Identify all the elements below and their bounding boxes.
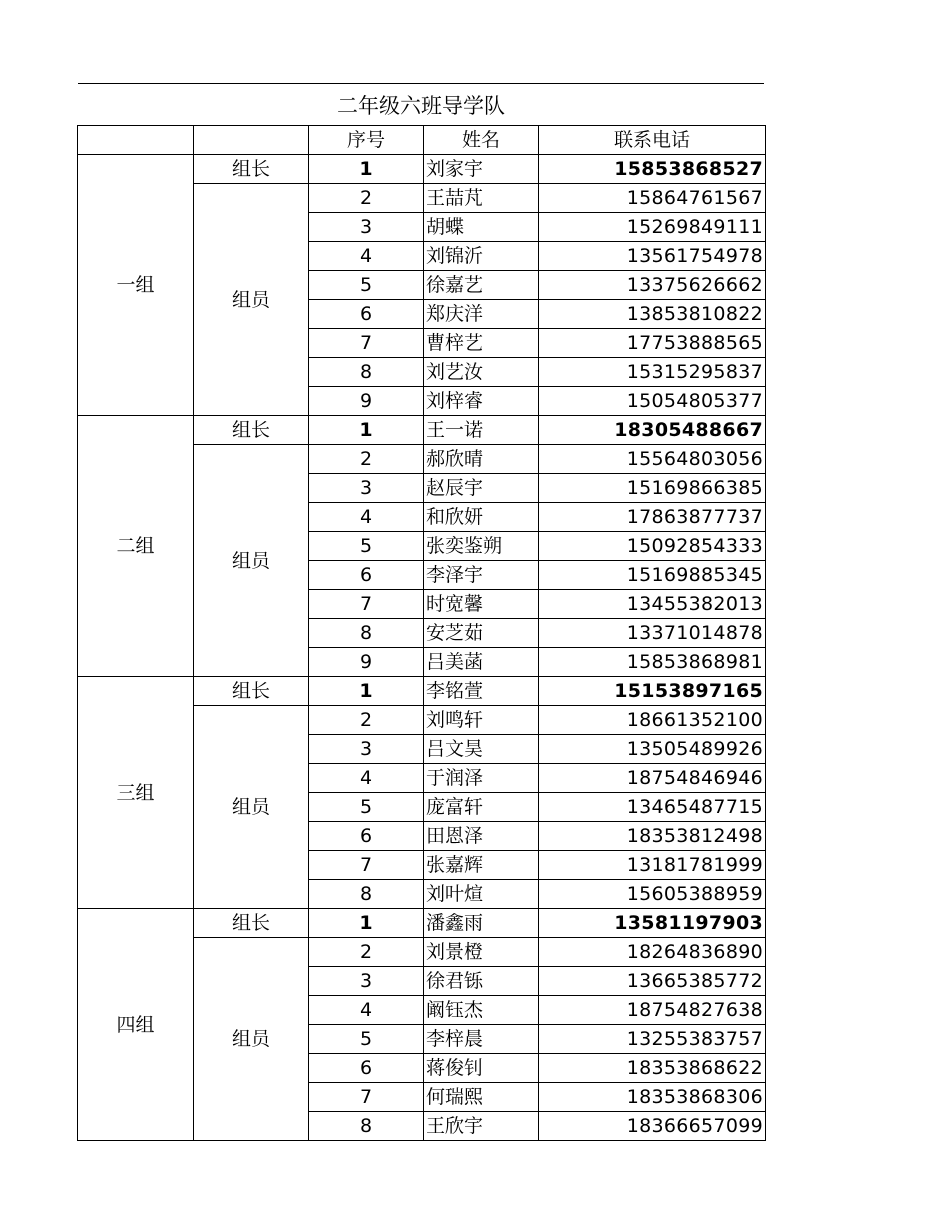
name-cell: 徐君铄 (424, 967, 539, 996)
phone-cell: 13375626662 (539, 271, 766, 300)
phone-cell: 15269849111 (539, 213, 766, 242)
phone-cell: 15605388959 (539, 880, 766, 909)
seq-cell: 9 (309, 387, 424, 416)
leader-row (78, 416, 766, 445)
name-cell: 李泽宇 (424, 561, 539, 590)
seq-cell: 5 (309, 271, 424, 300)
phone-cell: 13561754978 (539, 242, 766, 271)
phone-cell: 18305488667 (539, 416, 766, 445)
seq-cell: 1 (309, 909, 424, 938)
name-cell: 吕文昊 (424, 735, 539, 764)
phone-cell: 13581197903 (539, 909, 766, 938)
phone-cell: 15864761567 (539, 184, 766, 213)
seq-cell: 3 (309, 735, 424, 764)
role-member: 组员 (194, 445, 309, 677)
phone-cell: 18353868622 (539, 1054, 766, 1083)
name-cell: 时宽馨 (424, 590, 539, 619)
phone-cell: 13505489926 (539, 735, 766, 764)
name-cell: 田恩泽 (424, 822, 539, 851)
seq-cell: 6 (309, 1054, 424, 1083)
seq-cell: 2 (309, 938, 424, 967)
phone-cell: 18754827638 (539, 996, 766, 1025)
name-cell: 曹梓艺 (424, 329, 539, 358)
phone-cell: 17753888565 (539, 329, 766, 358)
phone-cell: 15564803056 (539, 445, 766, 474)
phone-cell: 13853810822 (539, 300, 766, 329)
phone-cell: 17863877737 (539, 503, 766, 532)
name-cell: 李铭萱 (424, 677, 539, 706)
seq-cell: 1 (309, 155, 424, 184)
top-rule (78, 83, 764, 84)
name-cell: 庞富轩 (424, 793, 539, 822)
role-leader: 组长 (194, 677, 309, 706)
phone-cell: 15315295837 (539, 358, 766, 387)
name-cell: 李梓晨 (424, 1025, 539, 1054)
name-cell: 张奕鉴朔 (424, 532, 539, 561)
phone-cell: 18754846946 (539, 764, 766, 793)
name-cell: 刘叶煊 (424, 880, 539, 909)
seq-cell: 8 (309, 880, 424, 909)
name-cell: 张嘉辉 (424, 851, 539, 880)
header-blank-role (194, 126, 309, 155)
seq-cell: 4 (309, 764, 424, 793)
seq-cell: 1 (309, 416, 424, 445)
role-member: 组员 (194, 706, 309, 909)
name-cell: 刘艺汝 (424, 358, 539, 387)
seq-cell: 7 (309, 1083, 424, 1112)
phone-cell: 18353868306 (539, 1083, 766, 1112)
name-cell: 刘鸣轩 (424, 706, 539, 735)
phone-cell: 13465487715 (539, 793, 766, 822)
name-cell: 徐嘉艺 (424, 271, 539, 300)
seq-cell: 5 (309, 532, 424, 561)
seq-cell: 3 (309, 213, 424, 242)
seq-cell: 7 (309, 590, 424, 619)
roster-table (77, 125, 766, 1141)
name-cell: 吕美菡 (424, 648, 539, 677)
seq-cell: 2 (309, 184, 424, 213)
seq-cell: 4 (309, 242, 424, 271)
role-leader: 组长 (194, 909, 309, 938)
seq-cell: 3 (309, 474, 424, 503)
phone-cell: 18366657099 (539, 1112, 766, 1141)
seq-cell: 2 (309, 445, 424, 474)
seq-cell: 4 (309, 996, 424, 1025)
seq-cell: 6 (309, 300, 424, 329)
name-cell: 赵辰宇 (424, 474, 539, 503)
name-cell: 王喆芃 (424, 184, 539, 213)
phone-cell: 18264836890 (539, 938, 766, 967)
name-cell: 刘锦沂 (424, 242, 539, 271)
role-member: 组员 (194, 938, 309, 1141)
header-blank-group (78, 126, 194, 155)
phone-cell: 15054805377 (539, 387, 766, 416)
seq-cell: 8 (309, 619, 424, 648)
seq-cell: 6 (309, 822, 424, 851)
phone-cell: 15169885345 (539, 561, 766, 590)
phone-cell: 13455382013 (539, 590, 766, 619)
name-cell: 郝欣晴 (424, 445, 539, 474)
name-cell: 刘家宇 (424, 155, 539, 184)
group-label: 三组 (78, 677, 194, 909)
role-leader: 组长 (194, 155, 309, 184)
header-seq: 序号 (309, 126, 424, 155)
role-member: 组员 (194, 184, 309, 416)
phone-cell: 15153897165 (539, 677, 766, 706)
phone-cell: 13665385772 (539, 967, 766, 996)
name-cell: 何瑞熙 (424, 1083, 539, 1112)
header-name: 姓名 (424, 126, 539, 155)
name-cell: 胡蝶 (424, 213, 539, 242)
name-cell: 于润泽 (424, 764, 539, 793)
name-cell: 潘鑫雨 (424, 909, 539, 938)
roster-body (78, 126, 766, 1141)
leader-row (78, 677, 766, 706)
phone-cell: 13181781999 (539, 851, 766, 880)
group-label: 二组 (78, 416, 194, 677)
role-leader: 组长 (194, 416, 309, 445)
seq-cell: 2 (309, 706, 424, 735)
header-row (78, 126, 766, 155)
phone-cell: 15853868527 (539, 155, 766, 184)
group-label: 一组 (78, 155, 194, 416)
leader-row (78, 909, 766, 938)
name-cell: 蒋俊钊 (424, 1054, 539, 1083)
phone-cell: 18661352100 (539, 706, 766, 735)
name-cell: 安芝茹 (424, 619, 539, 648)
phone-cell: 18353812498 (539, 822, 766, 851)
phone-cell: 15169866385 (539, 474, 766, 503)
leader-row (78, 155, 766, 184)
phone-cell: 15853868981 (539, 648, 766, 677)
seq-cell: 4 (309, 503, 424, 532)
seq-cell: 7 (309, 851, 424, 880)
name-cell: 刘景橙 (424, 938, 539, 967)
name-cell: 王欣宇 (424, 1112, 539, 1141)
phone-cell: 13255383757 (539, 1025, 766, 1054)
name-cell: 刘梓睿 (424, 387, 539, 416)
header-phone: 联系电话 (539, 126, 766, 155)
name-cell: 郑庆洋 (424, 300, 539, 329)
page-title: 二年级六班导学队 (337, 94, 505, 118)
seq-cell: 5 (309, 793, 424, 822)
seq-cell: 3 (309, 967, 424, 996)
seq-cell: 7 (309, 329, 424, 358)
name-cell: 阚钰杰 (424, 996, 539, 1025)
phone-cell: 13371014878 (539, 619, 766, 648)
group-label: 四组 (78, 909, 194, 1141)
seq-cell: 8 (309, 358, 424, 387)
name-cell: 王一诺 (424, 416, 539, 445)
seq-cell: 5 (309, 1025, 424, 1054)
seq-cell: 1 (309, 677, 424, 706)
phone-cell: 15092854333 (539, 532, 766, 561)
seq-cell: 6 (309, 561, 424, 590)
seq-cell: 9 (309, 648, 424, 677)
seq-cell: 8 (309, 1112, 424, 1141)
name-cell: 和欣妍 (424, 503, 539, 532)
